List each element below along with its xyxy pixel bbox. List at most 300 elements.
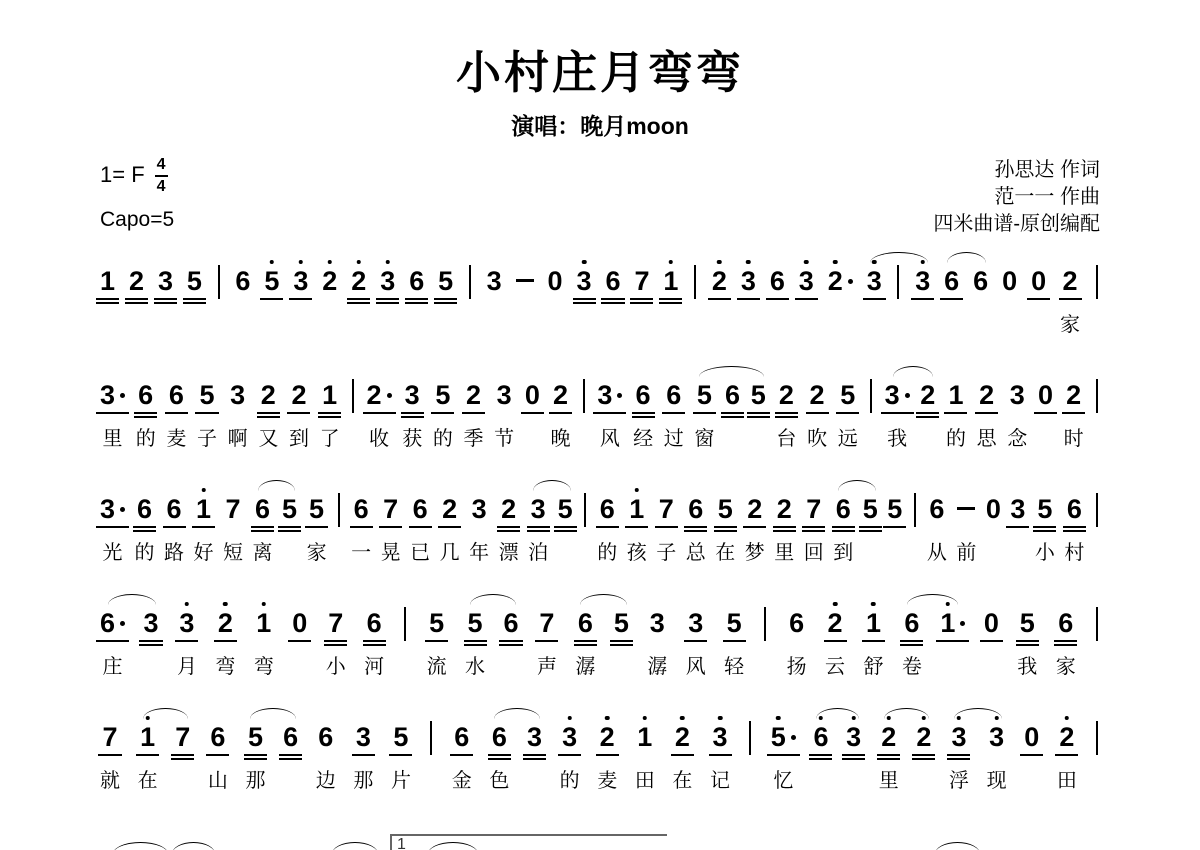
lyric-syllable [582,540,588,566]
note-token [724,606,744,680]
underline-beam [1062,412,1085,414]
underline-beam [766,298,789,300]
underline-beam [773,530,796,532]
note-number [143,606,158,640]
note-token [381,492,401,566]
note-token [187,264,202,338]
dash-note [516,264,534,338]
note-token [487,264,502,338]
underline-beam [288,640,311,642]
note-number [468,606,483,640]
note-digit: 5 [557,493,573,524]
lyric-syllable: 的 [945,427,966,450]
underline-beam [655,526,678,528]
music-line [100,720,1100,794]
lyric-syllable: 轻 [724,655,745,678]
note-token [863,606,883,680]
note-token [712,264,727,338]
note-token [433,378,453,452]
underline-beam [842,754,865,756]
note-digit: 3 [526,721,542,752]
barline-mark [749,721,751,755]
note-number [578,606,593,640]
tie-arc [907,594,958,605]
music-line [100,492,1100,566]
note-number [292,606,307,640]
underline-beam [133,526,156,528]
note-number [828,264,843,298]
note-digit: 5 [438,265,454,296]
octave-dot-icon [718,716,723,721]
note-number [688,606,703,640]
note-glyph [810,378,825,414]
lyric-syllable [989,654,995,680]
note-glyph [688,606,703,642]
note-token [863,492,878,566]
note-token [438,264,453,338]
note-glyph [828,264,853,300]
note-digit: 2 [552,379,569,410]
note-glyph [1010,492,1025,528]
tie-arc [533,480,571,491]
augmentation-dot-icon [617,393,622,398]
underline-beam [936,640,969,642]
note-digit: 6 [283,721,299,752]
note-digit: 3 [230,379,246,410]
note-number [867,264,882,298]
key-and-capo [100,157,174,232]
lyric-syllable: 念 [1007,427,1028,450]
note-digit: 3 [530,493,546,524]
note-number [199,378,214,412]
tie-arc [838,480,876,491]
note-digit: 7 [225,493,241,524]
note-digit: 3 [404,379,420,410]
note-glyph [813,720,828,756]
lyric-syllable: 小 [1034,541,1055,564]
lyric-syllable [950,654,956,680]
barline-mark [1096,265,1098,299]
underline-beam [809,754,832,756]
note-digit: 6 [318,721,334,752]
underline-beam [154,302,177,304]
composer-credit: 范一一 作曲 [994,185,1100,208]
lyric-syllable: 田 [634,769,655,792]
note-glyph [413,492,428,528]
note-token [258,378,278,452]
dash-note [956,492,976,566]
note-digit: 6 [137,493,153,524]
note-digit: 5 [186,265,202,296]
note-number [940,606,955,640]
note-glyph [870,378,872,414]
note-digit: 3 [884,379,900,410]
note-token [253,492,273,566]
volta-number: 1 [397,835,406,850]
note-number [948,378,963,412]
note-digit: 1 [637,721,653,752]
note-token [135,492,155,566]
note-number [813,720,828,754]
underline-beam [610,640,633,642]
note-glyph [725,378,740,414]
note-digit: 2 [1066,379,1082,410]
key-signature [100,157,174,195]
underline-beam [980,640,1003,642]
note-digit: 3 [293,265,309,296]
note-glyph [920,378,935,414]
note-token [920,378,935,452]
note-digit: 6 [255,493,271,524]
note-glyph [531,492,546,528]
note-glyph [887,492,902,528]
note-token [245,720,265,794]
note-glyph [516,264,534,300]
lyric-syllable [192,312,198,338]
underline-beam [747,416,770,418]
note-token [464,378,484,452]
note-number [248,720,263,754]
lyric-syllable [180,768,186,794]
note-token [635,720,655,794]
underline-beam [767,754,800,756]
note-token [215,606,235,680]
underline-beam [806,412,829,414]
barline [868,378,874,452]
note-glyph [468,606,483,642]
note-glyph [986,492,1001,528]
note-number [435,378,450,412]
underline-beam [363,412,396,414]
tie-arc [172,842,215,850]
underline-beam [497,526,520,528]
note-number [614,606,629,640]
lyric-syllable: 子 [656,541,677,564]
note-glyph [393,720,408,756]
barline [763,606,769,680]
note-number [226,492,241,526]
note-glyph [636,378,651,414]
lyric-syllable: 到 [288,427,309,450]
lyric-syllable: 月 [176,655,197,678]
lyric-syllable: 回 [803,541,824,564]
note-number [309,492,324,526]
note-token [577,264,592,338]
note-number [230,378,245,412]
note-digit: 1 [196,493,212,524]
lyric-syllable: 田 [1056,769,1077,792]
lyric-syllable: 的 [597,541,618,564]
note-number [915,264,930,298]
note-number [318,720,333,754]
note-token [100,378,125,452]
lyric-syllable: 记 [710,769,731,792]
note-glyph [248,720,263,756]
underline-beam [684,530,707,532]
note-glyph [442,492,457,528]
lyric-syllable: 里 [774,541,795,564]
note-glyph [688,492,703,528]
lyric-syllable: 短 [223,541,244,564]
note-token [489,720,509,794]
note-number [697,378,712,412]
note-digit: 1 [865,607,881,638]
note-number [866,606,881,640]
barline-mark [404,607,406,641]
lyric-syllable [581,426,587,452]
underline-beam [462,412,485,414]
note-glyph [367,378,392,414]
note-glyph [951,720,966,756]
note-glyph [1002,264,1017,300]
note-glyph [867,264,882,300]
underline-beam [775,412,798,414]
note-glyph [383,492,398,528]
note-number [383,492,398,526]
note-glyph [558,492,573,528]
lyric-syllable: 窗 [694,427,715,450]
underline-beam [684,640,707,642]
underline-beam [96,526,129,528]
note-glyph [175,720,190,756]
note-number [605,264,620,298]
barline [336,492,342,566]
note-token [326,606,346,680]
underline-beam [347,298,370,300]
note-token [194,492,214,566]
lyric-syllable: 麦 [597,769,618,792]
note-token [949,720,969,794]
rest-note [1031,264,1046,338]
lyric-syllable [240,312,246,338]
lyric-syllable: 思 [976,427,997,450]
underline-beam [900,644,923,646]
lyric-syllable: 获 [402,427,423,450]
note-glyph [226,492,241,528]
octave-dot-icon [299,260,304,265]
lyric-syllable [562,540,568,566]
note-glyph [675,720,690,756]
rest-note [984,606,999,680]
lyric-syllable [920,312,926,338]
lyric-syllable: 扬 [786,655,807,678]
note-digit: 2 [711,265,727,296]
lyric-syllable [755,426,761,452]
note-glyph [137,492,152,528]
note-token [409,264,424,338]
underline-beam [523,758,546,760]
note-glyph [328,606,343,642]
underline-beam [773,526,796,528]
underline-beam [1033,530,1056,532]
note-token [656,492,676,566]
note-number [577,264,592,298]
lyric-syllable: 那 [245,769,266,792]
lyric-syllable: 路 [164,541,185,564]
note-number [600,492,615,526]
note-digit: 5 [435,379,451,410]
note-number [454,720,469,754]
note-glyph [751,378,766,414]
note-glyph [577,264,592,300]
note-number [828,606,843,640]
note-token [307,492,327,566]
barline [748,720,754,794]
note-digit: 6 [973,265,989,296]
octave-dot-icon [328,260,333,265]
note-digit: 6 [366,607,382,638]
underline-beam [171,754,194,756]
note-glyph [989,720,1004,756]
lyric-syllable: 声 [536,655,557,678]
note-number [810,378,825,412]
note-token [1064,492,1084,566]
note-digit: 6 [599,493,615,524]
note-glyph [143,606,158,642]
barline [581,378,587,452]
note-digit: 6 [454,721,470,752]
note-glyph [338,492,340,528]
lyric-syllable: 经 [633,427,654,450]
note-glyph [102,720,117,756]
note-glyph [562,720,577,756]
dash-mark [516,279,534,282]
underline-beam [714,530,737,532]
note-token [825,606,845,680]
underline-beam [554,530,577,532]
underline-beam [630,298,653,300]
notes-row [100,264,1100,338]
lyric-syllable: 潺 [575,655,596,678]
note-glyph [218,606,233,642]
note-digit: 3 [562,721,578,752]
note-digit: 0 [983,607,999,638]
note-token [551,378,571,452]
note-glyph [282,492,297,528]
underline-beam [632,416,655,418]
lyric-syllable [692,312,698,338]
lyric-syllable [297,654,303,680]
note-number [1031,264,1046,298]
note-glyph [629,492,644,528]
note-number [1066,378,1081,412]
underline-beam [401,416,424,418]
underline-beam [671,754,694,756]
note-number [527,720,542,754]
lyric-syllable [552,312,558,338]
note-digit: 6 [666,379,682,410]
note-digit: 6 [635,379,651,410]
augmentation-dot-icon [960,621,965,626]
lyric-syllable [287,540,293,566]
underline-beam [662,412,685,414]
note-token [136,378,156,452]
note-token [879,720,899,794]
note-glyph [100,264,115,300]
underline-beam [836,412,859,414]
note-glyph [487,264,502,300]
barline [896,264,902,338]
note-digit: 3 [486,265,502,296]
underline-beam [659,302,682,304]
note-number [637,720,652,754]
time-signature [155,157,168,195]
note-number [100,606,115,640]
lyric-syllable: 到 [833,541,854,564]
note-token [143,606,158,680]
note-token [351,492,371,566]
note-number [1058,606,1073,640]
underline-beam [318,412,341,414]
note-glyph [904,606,919,642]
lyric-syllable [522,312,528,338]
note-digit: 6 [210,721,226,752]
note-digit: 5 [199,379,215,410]
note-digit: 0 [1002,265,1018,296]
note-number [256,606,271,640]
underline-beam [877,758,900,760]
note-number [328,606,343,640]
note-token [575,606,595,680]
note-digit: 0 [1031,265,1047,296]
note-glyph [1059,720,1074,756]
lyric-syllable [1094,654,1100,680]
lyric-syllable: 水 [465,655,486,678]
note-number [393,720,408,754]
note-digit: 1 [256,607,272,638]
note-glyph [605,264,620,300]
note-number [175,720,190,754]
barline-mark [1096,721,1098,755]
note-token [944,264,959,338]
note-token [380,264,395,338]
note-token [634,264,649,338]
note-number [548,264,563,298]
note-digit: 2 [291,379,307,410]
lyric-syllable [1036,312,1042,338]
underline-beam [916,412,939,414]
lyric-syllable [508,654,514,680]
meta-row [0,157,1200,238]
note-number [770,264,785,298]
note-digit: 6 [166,493,182,524]
note-glyph [354,492,369,528]
note-glyph [100,378,125,414]
note-number [187,264,202,298]
tie-arc [113,842,168,850]
note-token [208,720,228,794]
note-token [138,720,158,794]
note-number [944,264,959,298]
barline-mark [897,265,899,299]
underline-beam [975,412,998,414]
underline-beam [352,754,375,756]
note-glyph [694,264,696,300]
note-number [100,378,115,412]
note-digit: 6 [235,265,251,296]
underline-beam [175,640,198,642]
underline-beam [214,640,237,642]
note-number [255,492,270,526]
underline-beam [558,754,581,756]
note-glyph [1096,720,1098,756]
octave-dot-icon [680,716,685,721]
lyric-syllable: 我 [887,427,908,450]
note-token [846,720,861,794]
note-token [614,606,629,680]
note-digit: 2 [260,379,276,410]
note-glyph [367,606,382,642]
